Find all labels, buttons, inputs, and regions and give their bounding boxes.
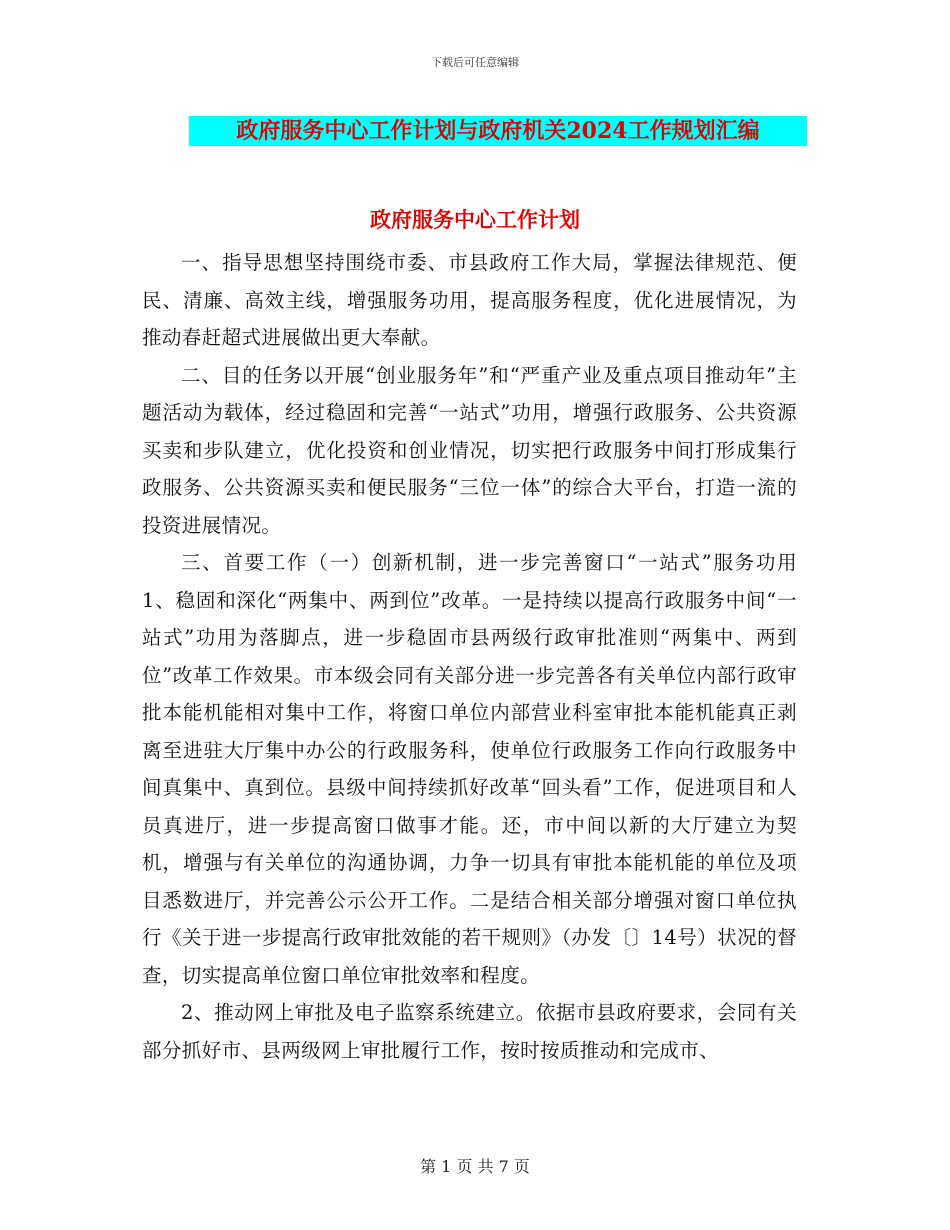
page-footer: 第 1 页 共 7 页 bbox=[420, 1157, 530, 1176]
paragraph-main-work: 三、首要工作（一）创新机制，进一步完善窗口“一站式”服务功用 1、稳固和深化“两集中、两到位”改革。一是持续以提高行政服务中间“一站式”功用为落脚点，进一步稳固市县两级行政审批准则“两集中、两到位”改革工作效果。市本级会同有关部分进一步完善各有关单位内部行政审批本能机能相对集中工作，将窗口单位内部营业科室审批本能机能真正剥离至进驻大厅集中办公的行政服务科，使单位行政服务工作向行政服务中间真集中、真到位。县级中间持续抓好改革“回头看”工作，促进项目和人员真进厅，进一步提高窗口做事才能。还，市中间以新的大厅建立为契机，增强与有关单位的沟通协调，力争一切具有审批本能机能的单位及项目悉数进厅，并完善公示公开工作。二是结合相关部分增强对窗口单位执行《关于进一步提高行政审批效能的若干规则》（办发〔〕14号）状况的督查，切实提高单位窗口单位审批效率和程度。 bbox=[142, 551, 797, 987]
document-title: 政府服务中心工作计划与政府机关2024工作规划汇编 bbox=[236, 118, 760, 144]
header-note: 下载后可任意编辑 bbox=[431, 56, 519, 69]
paragraph-online-approval: 2、推动网上审批及电子监察系统建立。依据市县政府要求，会同有关部分抓好市、县两级网上审批履行工作，按时按质推动和完成市、 bbox=[142, 1001, 797, 1062]
paragraph-objectives: 二、目的任务以开展“创业服务年”和“严重产业及重点项目推动年”主题活动为载体，经过稳固和完善“一站式”功用，增强行政服务、公共资源买卖和步队建立，优化投资和创业情况，切实把行政服务中间打形成集行政服务、公共资源买卖和便民服务“三位一体”的综合大平台，打造一流的投资进展情况。 bbox=[142, 363, 797, 537]
paragraph-guiding-ideology: 一、指导思想坚持围绕市委、市县政府工作大局，掌握法律规范、便民、清廉、高效主线，增强服务功用，提高服务程度，优化进展情况，为推动春赶超式进展做出更大奉献。 bbox=[142, 251, 797, 349]
section-title: 政府服务中心工作计划 bbox=[370, 207, 580, 232]
document-body bbox=[142, 244, 797, 1069]
document-title-highlight bbox=[189, 116, 807, 146]
